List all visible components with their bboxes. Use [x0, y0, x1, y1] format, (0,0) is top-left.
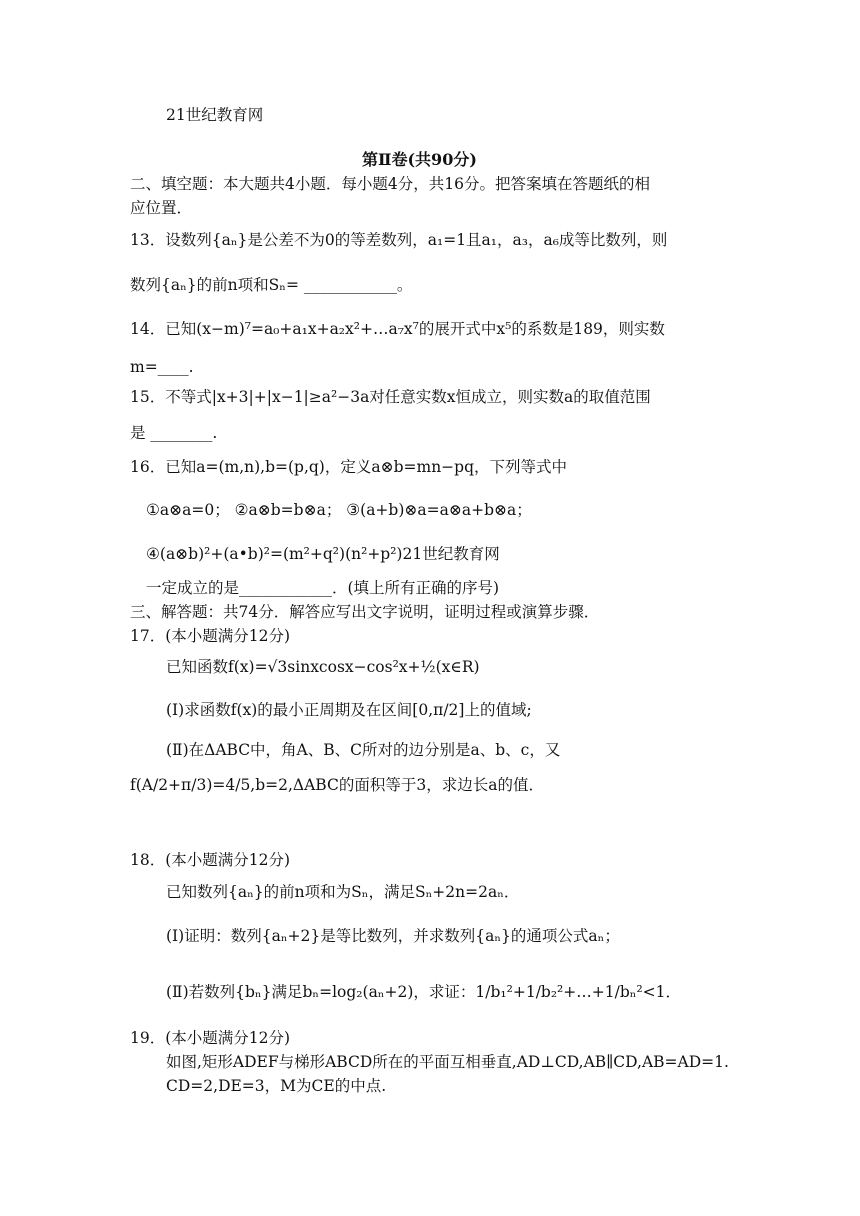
q17-part2-line1: (Ⅱ)在ΔABC中，角A、B、C所对的边分别是a、b、c，又 [166, 741, 561, 759]
q17-heading: 17．(本小题满分12分) [130, 627, 291, 645]
q19-line1: 如图,矩形ADEF与梯形ABCD所在的平面互相垂直,AD⊥CD,AB∥CD,AB=AD=1. [166, 1053, 729, 1071]
q18-part2: (Ⅱ)若数列{bₙ}满足bₙ=log₂(aₙ+2)，求证：1/b₁²+1/b₂²+…+1/bₙ²<1． [166, 983, 682, 1001]
q16-option4 [146, 544, 500, 564]
q18-part1: (Ⅰ)证明：数列{aₙ+2}是等比数列，并求数列{aₙ}的通项公式aₙ； [166, 927, 620, 945]
q15-line2: 是 ________. [130, 424, 218, 442]
q17-part1: (Ⅰ)求函数f(x)的最小正周期及在区间[0,π/2]上的值域; [166, 701, 532, 719]
q15-line1: 15．不等式|x+3|+|x−1|≥a²−3a对任意实数x恒成立，则实数a的取值范围 [130, 388, 651, 406]
q18-heading: 18．(本小题满分12分) [130, 851, 291, 869]
q16-line1: 16．已知a=(m,n),b=(p,q)，定义a⊗b=mn−pq，下列等式中 [130, 458, 568, 476]
q18-given: 已知数列{aₙ}的前n项和为Sₙ，满足Sₙ+2n=2aₙ． [166, 883, 520, 901]
q16-tail: 一定成立的是____________．(填上所有正确的序号) [146, 579, 500, 597]
section3-intro: 三、解答题：共74分．解答应写出文字说明，证明过程或演算步骤． [130, 603, 600, 621]
q13-line1: 13．设数列{aₙ}是公差不为0的等差数列，a₁=1且a₁，a₃，a₆成等比数列，则 [130, 231, 668, 249]
q16-option4-suffix: 21世纪教育网 [402, 545, 500, 563]
q19-heading: 19．(本小题满分12分) [130, 1029, 291, 1047]
q17-part2-line2: f(A/2+π/3)=4/5,b=2,ΔABC的面积等于3，求边长a的值． [130, 776, 544, 794]
site-watermark: 21世纪教育网 [166, 106, 264, 124]
section-intro-line1: 二、填空题：本大题共4小题．每小题4分，共16分。把答案填在答题纸的相 [130, 175, 650, 193]
section-title: 第Ⅱ卷(共90分) [362, 150, 477, 169]
q17-given: 已知函数f(x)=√3sinxcosx−cos²x+½(x∈R) [166, 658, 480, 676]
section-intro-line2: 应位置． [130, 199, 193, 217]
q14-line2: m=____. [130, 358, 194, 376]
q19-line2: CD=2,DE=3，M为CE的中点. [166, 1077, 387, 1095]
q13-line2: 数列{aₙ}的前n项和Sₙ= ____________。 [130, 276, 413, 294]
q16-options: ①a⊗a=0； ②a⊗b=b⊗a； ③(a+b)⊗a=a⊗a+b⊗a； [146, 501, 532, 519]
q16-option4-formula: ④(a⊗b)²+(a•b)²=(m²+q²)(n²+p²) [146, 545, 403, 563]
q14-line1: 14．已知(x−m)⁷=a₀+a₁x+a₂x²+…a₇x⁷的展开式中x⁵的系数是189，则实数 [130, 320, 665, 338]
